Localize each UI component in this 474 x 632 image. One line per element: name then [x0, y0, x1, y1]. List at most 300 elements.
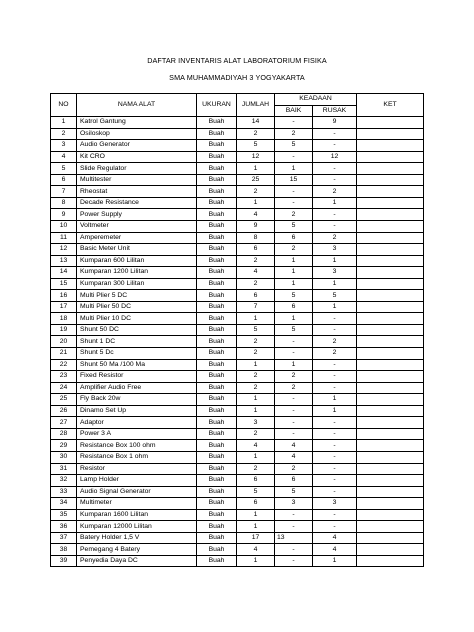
cell-jumlah: 1 [237, 163, 275, 175]
cell-rusak: - [313, 140, 357, 152]
table-row [51, 221, 424, 233]
table-row [51, 313, 424, 325]
cell-no: 36 [51, 521, 77, 533]
cell-ukuran: Buah [197, 555, 237, 567]
cell-ket [357, 486, 424, 498]
cell-rusak: 2 [313, 348, 357, 360]
cell-jumlah: 8 [237, 232, 275, 244]
cell-no: 34 [51, 498, 77, 510]
cell-ket [357, 232, 424, 244]
cell-ket [357, 255, 424, 267]
cell-nama-alat: Multi Plier 10 DC [77, 313, 197, 325]
cell-ket [357, 405, 424, 417]
cell-ukuran: Buah [197, 371, 237, 383]
cell-ukuran: Buah [197, 475, 237, 487]
table-row [51, 509, 424, 521]
cell-ket [357, 509, 424, 521]
cell-ukuran: Buah [197, 463, 237, 475]
cell-nama-alat: Fixed Resistor [77, 371, 197, 383]
cell-no: 31 [51, 463, 77, 475]
cell-ket [357, 521, 424, 533]
cell-no: 28 [51, 428, 77, 440]
cell-no: 35 [51, 509, 77, 521]
cell-no: 1 [51, 117, 77, 129]
cell-ket [357, 290, 424, 302]
cell-rusak: 4 [313, 532, 357, 544]
cell-nama-alat: Slide Regulator [77, 163, 197, 175]
cell-baik: - [275, 521, 313, 533]
cell-ket [357, 544, 424, 556]
cell-jumlah: 5 [237, 486, 275, 498]
cell-nama-alat: Kit CRO [77, 151, 197, 163]
cell-jumlah: 5 [237, 324, 275, 336]
cell-nama-alat: Resistance Box 1 ohm [77, 451, 197, 463]
cell-ukuran: Buah [197, 117, 237, 129]
header-rusak: RUSAK [313, 105, 357, 117]
table-row [51, 301, 424, 313]
table-row [51, 382, 424, 394]
cell-ukuran: Buah [197, 521, 237, 533]
cell-baik: 5 [275, 140, 313, 152]
cell-ket [357, 348, 424, 360]
table-row [51, 128, 424, 140]
cell-nama-alat: Shunt 50 DC [77, 324, 197, 336]
cell-rusak: - [313, 128, 357, 140]
table-row [51, 498, 424, 510]
cell-rusak: - [313, 417, 357, 429]
table-row [51, 348, 424, 360]
cell-ukuran: Buah [197, 197, 237, 209]
cell-nama-alat: Batery Holder 1,5 V [77, 532, 197, 544]
cell-ukuran: Buah [197, 267, 237, 279]
cell-nama-alat: Adaptor [77, 417, 197, 429]
cell-rusak: - [313, 428, 357, 440]
cell-ket [357, 151, 424, 163]
cell-nama-alat: Kumparan 1600 Lilitan [77, 509, 197, 521]
cell-ket [357, 128, 424, 140]
cell-ket [357, 244, 424, 256]
cell-no: 17 [51, 301, 77, 313]
cell-no: 24 [51, 382, 77, 394]
cell-rusak: 2 [313, 186, 357, 198]
cell-rusak: 1 [313, 394, 357, 406]
cell-rusak: 1 [313, 278, 357, 290]
cell-ket [357, 382, 424, 394]
table-row [51, 255, 424, 267]
cell-nama-alat: Power 3 A [77, 428, 197, 440]
table-row [51, 336, 424, 348]
cell-jumlah: 1 [237, 313, 275, 325]
cell-baik: 6 [275, 301, 313, 313]
cell-rusak: - [313, 209, 357, 221]
table-row [51, 267, 424, 279]
cell-no: 22 [51, 359, 77, 371]
cell-ukuran: Buah [197, 532, 237, 544]
cell-baik: 1 [275, 359, 313, 371]
cell-jumlah: 3 [237, 417, 275, 429]
cell-rusak: - [313, 509, 357, 521]
cell-jumlah: 2 [237, 336, 275, 348]
cell-ket [357, 209, 424, 221]
table-row [51, 140, 424, 152]
cell-ket [357, 428, 424, 440]
cell-nama-alat: Shunt 50 Ma /100 Ma [77, 359, 197, 371]
cell-ket [357, 417, 424, 429]
cell-nama-alat: Power Supply [77, 209, 197, 221]
cell-nama-alat: Basic Meter Unit [77, 244, 197, 256]
cell-no: 12 [51, 244, 77, 256]
table-row [51, 278, 424, 290]
cell-no: 32 [51, 475, 77, 487]
cell-no: 29 [51, 440, 77, 452]
cell-nama-alat: Resistance Box 100 ohm [77, 440, 197, 452]
cell-nama-alat: Kumparan 300 Lilitan [77, 278, 197, 290]
table-row [51, 359, 424, 371]
cell-rusak: - [313, 451, 357, 463]
cell-baik: 4 [275, 451, 313, 463]
cell-baik: - [275, 405, 313, 417]
cell-ukuran: Buah [197, 290, 237, 302]
cell-ukuran: Buah [197, 140, 237, 152]
cell-ket [357, 163, 424, 175]
cell-nama-alat: Resistor [77, 463, 197, 475]
cell-jumlah: 4 [237, 544, 275, 556]
cell-ukuran: Buah [197, 336, 237, 348]
cell-ket [357, 394, 424, 406]
table-header-row [51, 94, 424, 106]
cell-jumlah: 2 [237, 463, 275, 475]
cell-baik: 1 [275, 163, 313, 175]
header-no: NO [51, 94, 77, 117]
cell-baik: - [275, 394, 313, 406]
cell-rusak: 2 [313, 232, 357, 244]
table-row [51, 428, 424, 440]
cell-ket [357, 278, 424, 290]
cell-rusak: 3 [313, 498, 357, 510]
cell-no: 18 [51, 313, 77, 325]
cell-ukuran: Buah [197, 324, 237, 336]
cell-jumlah: 2 [237, 428, 275, 440]
cell-rusak: 3 [313, 244, 357, 256]
cell-ukuran: Buah [197, 301, 237, 313]
cell-nama-alat: Audio Signal Generator [77, 486, 197, 498]
cell-ket [357, 140, 424, 152]
inventory-table [50, 93, 424, 567]
cell-nama-alat: Dinamo Set Up [77, 405, 197, 417]
document-subtitle: SMA MUHAMMADIYAH 3 YOGYAKARTA [169, 73, 305, 82]
cell-no: 10 [51, 221, 77, 233]
cell-ukuran: Buah [197, 417, 237, 429]
cell-jumlah: 1 [237, 394, 275, 406]
header-nama-alat: NAMA ALAT [77, 94, 197, 117]
cell-ukuran: Buah [197, 405, 237, 417]
cell-ukuran: Buah [197, 151, 237, 163]
table-row [51, 521, 424, 533]
cell-baik: - [275, 186, 313, 198]
cell-no: 13 [51, 255, 77, 267]
cell-rusak: - [313, 163, 357, 175]
header-keadaan: KEADAAN [275, 94, 357, 106]
cell-nama-alat: Audio Generator [77, 140, 197, 152]
cell-ket [357, 267, 424, 279]
cell-ukuran: Buah [197, 278, 237, 290]
table-row [51, 197, 424, 209]
cell-jumlah: 1 [237, 509, 275, 521]
cell-ukuran: Buah [197, 128, 237, 140]
cell-ukuran: Buah [197, 486, 237, 498]
table-row [51, 244, 424, 256]
cell-nama-alat: Rheostat [77, 186, 197, 198]
cell-rusak: 2 [313, 336, 357, 348]
table-row [51, 151, 424, 163]
cell-baik: 2 [275, 463, 313, 475]
cell-baik: 2 [275, 382, 313, 394]
cell-jumlah: 14 [237, 117, 275, 129]
table-row [51, 163, 424, 175]
cell-nama-alat: Multitester [77, 174, 197, 186]
cell-nama-alat: Shunt 5 Dc [77, 348, 197, 360]
table-row [51, 186, 424, 198]
cell-ukuran: Buah [197, 186, 237, 198]
cell-no: 27 [51, 417, 77, 429]
cell-jumlah: 4 [237, 209, 275, 221]
cell-jumlah: 7 [237, 301, 275, 313]
cell-no: 38 [51, 544, 77, 556]
cell-rusak: - [313, 359, 357, 371]
cell-ukuran: Buah [197, 509, 237, 521]
cell-ukuran: Buah [197, 394, 237, 406]
table-row [51, 475, 424, 487]
cell-jumlah: 4 [237, 267, 275, 279]
table-row [51, 209, 424, 221]
cell-rusak: 1 [313, 301, 357, 313]
cell-nama-alat: Multi Plier 5 DC [77, 290, 197, 302]
cell-ket [357, 117, 424, 129]
cell-jumlah: 1 [237, 359, 275, 371]
cell-baik: - [275, 117, 313, 129]
cell-ket [357, 221, 424, 233]
cell-ukuran: Buah [197, 209, 237, 221]
cell-rusak: 9 [313, 117, 357, 129]
cell-jumlah: 1 [237, 555, 275, 567]
cell-nama-alat: Decade Resistance [77, 197, 197, 209]
cell-ukuran: Buah [197, 440, 237, 452]
cell-ket [357, 301, 424, 313]
cell-rusak: 1 [313, 555, 357, 567]
cell-baik: 3 [275, 498, 313, 510]
cell-nama-alat: Fly Back 20w [77, 394, 197, 406]
cell-no: 33 [51, 486, 77, 498]
cell-ukuran: Buah [197, 174, 237, 186]
cell-jumlah: 6 [237, 498, 275, 510]
cell-no: 25 [51, 394, 77, 406]
cell-baik: 15 [275, 174, 313, 186]
cell-no: 3 [51, 140, 77, 152]
cell-jumlah: 2 [237, 278, 275, 290]
cell-jumlah: 1 [237, 451, 275, 463]
cell-nama-alat: Kumparan 1200 Lilitan [77, 267, 197, 279]
cell-baik: - [275, 509, 313, 521]
cell-baik: - [275, 417, 313, 429]
cell-rusak: 12 [313, 151, 357, 163]
cell-ket [357, 371, 424, 383]
cell-ket [357, 324, 424, 336]
cell-rusak: - [313, 382, 357, 394]
cell-no: 26 [51, 405, 77, 417]
cell-nama-alat: Osiloskop [77, 128, 197, 140]
table-row [51, 394, 424, 406]
cell-rusak: 3 [313, 267, 357, 279]
cell-rusak: - [313, 313, 357, 325]
cell-no: 15 [51, 278, 77, 290]
cell-rusak: - [313, 521, 357, 533]
cell-no: 2 [51, 128, 77, 140]
cell-baik: 1 [275, 255, 313, 267]
cell-no: 16 [51, 290, 77, 302]
cell-jumlah: 2 [237, 371, 275, 383]
cell-ukuran: Buah [197, 221, 237, 233]
cell-nama-alat: Multi Plier 50 DC [77, 301, 197, 313]
cell-baik: 4 [275, 440, 313, 452]
cell-baik: 2 [275, 244, 313, 256]
cell-rusak: - [313, 324, 357, 336]
table-row [51, 174, 424, 186]
cell-baik: 5 [275, 486, 313, 498]
cell-jumlah: 6 [237, 290, 275, 302]
table-row [51, 544, 424, 556]
cell-jumlah: 1 [237, 521, 275, 533]
cell-baik: 2 [275, 371, 313, 383]
cell-jumlah: 2 [237, 128, 275, 140]
cell-baik: 5 [275, 290, 313, 302]
cell-no: 8 [51, 197, 77, 209]
cell-baik: - [275, 151, 313, 163]
cell-no: 30 [51, 451, 77, 463]
cell-ukuran: Buah [197, 163, 237, 175]
cell-baik: - [275, 336, 313, 348]
cell-jumlah: 12 [237, 151, 275, 163]
cell-jumlah: 6 [237, 244, 275, 256]
cell-rusak: 1 [313, 255, 357, 267]
cell-ukuran: Buah [197, 382, 237, 394]
cell-nama-alat: Shunt 1 DC [77, 336, 197, 348]
table-row [51, 324, 424, 336]
cell-no: 37 [51, 532, 77, 544]
cell-ukuran: Buah [197, 544, 237, 556]
cell-baik: 5 [275, 324, 313, 336]
table-row [51, 440, 424, 452]
cell-jumlah: 1 [237, 197, 275, 209]
cell-baik: 1 [275, 267, 313, 279]
cell-nama-alat: Kumparan 600 Lilitan [77, 255, 197, 267]
cell-ukuran: Buah [197, 451, 237, 463]
cell-baik: 13 [275, 532, 313, 544]
header-baik: BAIK [275, 105, 313, 117]
cell-no: 21 [51, 348, 77, 360]
cell-jumlah: 17 [237, 532, 275, 544]
cell-nama-alat: Voltmeter [77, 221, 197, 233]
cell-rusak: - [313, 440, 357, 452]
cell-ukuran: Buah [197, 498, 237, 510]
cell-baik: - [275, 197, 313, 209]
cell-jumlah: 2 [237, 186, 275, 198]
table-row [51, 532, 424, 544]
cell-baik: 1 [275, 278, 313, 290]
header-ukuran: UKURAN [197, 94, 237, 117]
cell-nama-alat: Kumparan 12000 Lilitan [77, 521, 197, 533]
table-row [51, 486, 424, 498]
cell-no: 11 [51, 232, 77, 244]
cell-ket [357, 336, 424, 348]
cell-no: 7 [51, 186, 77, 198]
cell-rusak: 1 [313, 197, 357, 209]
cell-no: 39 [51, 555, 77, 567]
cell-ket [357, 463, 424, 475]
cell-nama-alat: Katrol Gantung [77, 117, 197, 129]
cell-no: 5 [51, 163, 77, 175]
cell-rusak: 5 [313, 290, 357, 302]
cell-ket [357, 555, 424, 567]
header-ket: KET [357, 94, 424, 117]
cell-rusak: 4 [313, 544, 357, 556]
cell-ukuran: Buah [197, 244, 237, 256]
cell-nama-alat: Amperemeter [77, 232, 197, 244]
cell-no: 19 [51, 324, 77, 336]
table-row [51, 232, 424, 244]
cell-jumlah: 2 [237, 348, 275, 360]
cell-rusak: 1 [313, 405, 357, 417]
cell-ket [357, 498, 424, 510]
table-row [51, 371, 424, 383]
cell-baik: - [275, 428, 313, 440]
cell-ket [357, 359, 424, 371]
table-row [51, 463, 424, 475]
cell-ukuran: Buah [197, 359, 237, 371]
document-title: DAFTAR INVENTARIS ALAT LABORATORIUM FISIKA [147, 56, 327, 65]
table-row [51, 405, 424, 417]
table-row [51, 117, 424, 129]
cell-ket [357, 174, 424, 186]
table-row [51, 290, 424, 302]
cell-jumlah: 4 [237, 440, 275, 452]
cell-jumlah: 9 [237, 221, 275, 233]
cell-nama-alat: Pemegang 4 Batery [77, 544, 197, 556]
cell-nama-alat: Penyedia Daya DC [77, 555, 197, 567]
header-jumlah: JUMLAH [237, 94, 275, 117]
cell-jumlah: 2 [237, 382, 275, 394]
cell-rusak: - [313, 221, 357, 233]
table-row [51, 555, 424, 567]
cell-rusak: - [313, 174, 357, 186]
cell-rusak: - [313, 486, 357, 498]
cell-jumlah: 6 [237, 475, 275, 487]
cell-baik: - [275, 544, 313, 556]
cell-baik: - [275, 555, 313, 567]
cell-nama-alat: Multimeter [77, 498, 197, 510]
cell-no: 23 [51, 371, 77, 383]
cell-rusak: - [313, 475, 357, 487]
cell-nama-alat: Lamp Holder [77, 475, 197, 487]
cell-no: 14 [51, 267, 77, 279]
cell-jumlah: 5 [237, 140, 275, 152]
cell-ket [357, 186, 424, 198]
cell-baik: 6 [275, 475, 313, 487]
cell-jumlah: 1 [237, 405, 275, 417]
cell-ukuran: Buah [197, 428, 237, 440]
cell-ket [357, 532, 424, 544]
cell-baik: 1 [275, 313, 313, 325]
cell-nama-alat: Amplifier Audio Free [77, 382, 197, 394]
